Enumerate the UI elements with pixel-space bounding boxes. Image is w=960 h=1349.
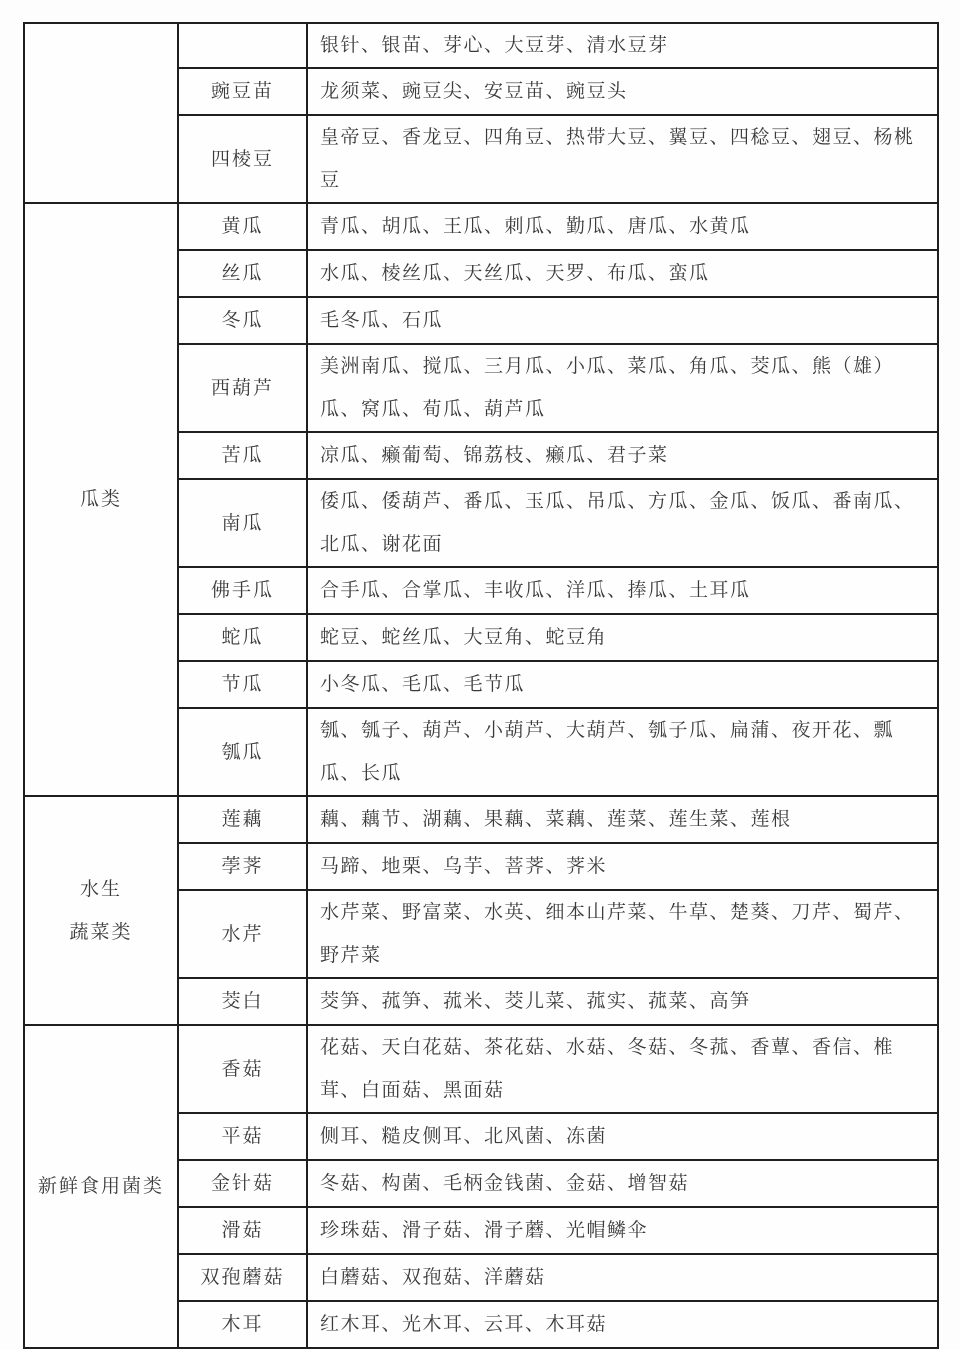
subcategory-cell: 苦瓜 <box>178 432 307 479</box>
subcategory-cell: 水芹 <box>178 890 307 978</box>
subcategory-cell: 瓠瓜 <box>178 708 307 796</box>
names-cell: 花菇、天白花菇、茶花菇、水菇、冬菇、冬菰、香蕈、香信、椎茸、白面菇、黑面菇 <box>307 1025 938 1113</box>
category-label: 新鲜食用菌类 <box>37 1176 164 1197</box>
table-row <box>24 23 938 68</box>
subcategory-cell: 茭白 <box>178 978 307 1025</box>
names-cell: 蛇豆、蛇丝瓜、大豆角、蛇豆角 <box>307 614 938 661</box>
names-cell: 皇帝豆、香龙豆、四角豆、热带大豆、翼豆、四稔豆、翅豆、杨桃豆 <box>307 115 938 203</box>
subcategory-cell: 莲藕 <box>178 796 307 843</box>
names-cell: 倭瓜、倭葫芦、番瓜、玉瓜、吊瓜、方瓜、金瓜、饭瓜、番南瓜、北瓜、谢花面 <box>307 479 938 567</box>
category-cell <box>24 1025 178 1348</box>
category-cell <box>24 796 178 1025</box>
names-cell: 马蹄、地栗、乌芋、菩荠、荠米 <box>307 843 938 890</box>
names-cell: 银针、银苗、芽心、大豆芽、清水豆芽 <box>307 23 938 68</box>
subcategory-cell: 丝瓜 <box>178 250 307 297</box>
subcategory-cell: 木耳 <box>178 1301 307 1348</box>
subcategory-cell: 荸荠 <box>178 843 307 890</box>
names-cell: 合手瓜、合掌瓜、丰收瓜、洋瓜、捧瓜、土耳瓜 <box>307 567 938 614</box>
category-cell <box>24 23 178 203</box>
names-cell: 茭笋、菰笋、菰米、茭儿菜、菰实、菰菜、高笋 <box>307 978 938 1025</box>
subcategory-cell: 西葫芦 <box>178 344 307 432</box>
table-row <box>24 796 938 843</box>
names-cell: 侧耳、糙皮侧耳、北风菌、冻菌 <box>307 1113 938 1160</box>
names-cell: 龙须菜、豌豆尖、安豆苗、豌豆头 <box>307 68 938 115</box>
subcategory-cell: 四棱豆 <box>178 115 307 203</box>
category-label: 瓜类 <box>79 489 122 510</box>
subcategory-cell: 双孢蘑菇 <box>178 1254 307 1301</box>
names-cell: 瓠、瓠子、葫芦、小葫芦、大葫芦、瓠子瓜、扁蒲、夜开花、瓢瓜、长瓜 <box>307 708 938 796</box>
names-cell: 水瓜、棱丝瓜、天丝瓜、天罗、布瓜、蛮瓜 <box>307 250 938 297</box>
subcategory-cell: 节瓜 <box>178 661 307 708</box>
subcategory-cell: 平菇 <box>178 1113 307 1160</box>
names-cell: 藕、藕节、湖藕、果藕、菜藕、莲菜、莲生菜、莲根 <box>307 796 938 843</box>
subcategory-cell: 南瓜 <box>178 479 307 567</box>
subcategory-cell: 豌豆苗 <box>178 68 307 115</box>
category-cell <box>24 203 178 796</box>
table-row <box>24 1025 938 1113</box>
subcategory-cell: 金针菇 <box>178 1160 307 1207</box>
names-cell: 珍珠菇、滑子菇、滑子蘑、光帽鳞伞 <box>307 1207 938 1254</box>
names-cell: 毛冬瓜、石瓜 <box>307 297 938 344</box>
subcategory-cell: 冬瓜 <box>178 297 307 344</box>
subcategory-cell: 香菇 <box>178 1025 307 1113</box>
names-cell: 小冬瓜、毛瓜、毛节瓜 <box>307 661 938 708</box>
names-cell: 冬菇、构菌、毛柄金钱菌、金菇、增智菇 <box>307 1160 938 1207</box>
category-label: 蔬菜类 <box>69 921 133 943</box>
vegetable-alias-table <box>23 22 939 1349</box>
subcategory-cell: 黄瓜 <box>178 203 307 250</box>
subcategory-cell: 佛手瓜 <box>178 567 307 614</box>
subcategory-cell: 蛇瓜 <box>178 614 307 661</box>
names-cell: 水芹菜、野富菜、水英、细本山芹菜、牛草、楚葵、刀芹、蜀芹、野芹菜 <box>307 890 938 978</box>
names-cell: 美洲南瓜、搅瓜、三月瓜、小瓜、菜瓜、角瓜、茭瓜、熊（雄）瓜、窝瓜、荀瓜、葫芦瓜 <box>307 344 938 432</box>
names-cell: 凉瓜、癞葡萄、锦荔枝、癞瓜、君子菜 <box>307 432 938 479</box>
category-label: 水生 <box>79 878 122 900</box>
subcategory-cell: 滑菇 <box>178 1207 307 1254</box>
names-cell: 红木耳、光木耳、云耳、木耳菇 <box>307 1301 938 1348</box>
table-row <box>24 203 938 250</box>
subcategory-cell <box>178 23 307 68</box>
names-cell: 青瓜、胡瓜、王瓜、刺瓜、勤瓜、唐瓜、水黄瓜 <box>307 203 938 250</box>
names-cell: 白蘑菇、双孢菇、洋蘑菇 <box>307 1254 938 1301</box>
